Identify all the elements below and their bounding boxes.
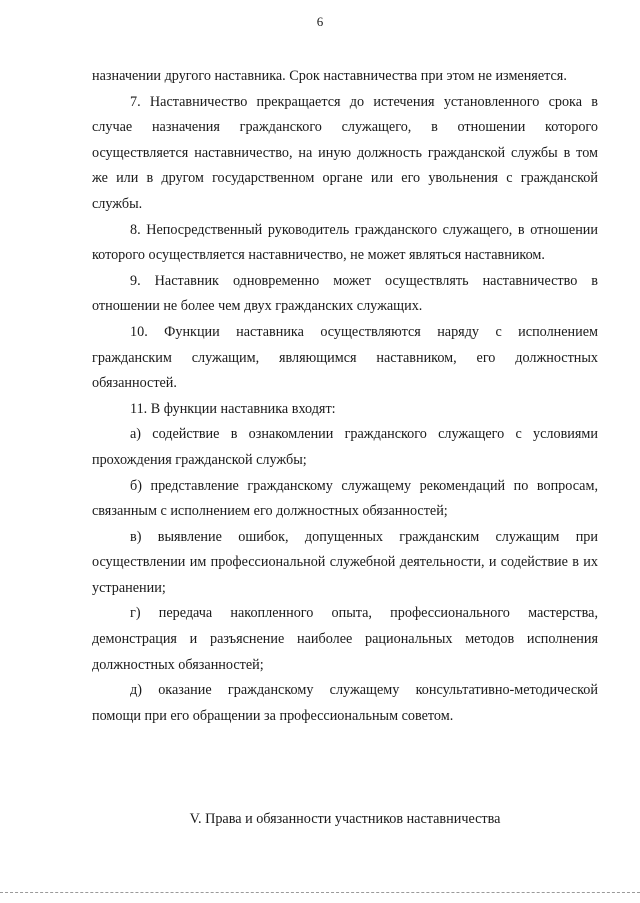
paragraph-item-10: 10. Функции наставника осуществляются наряду с исполнением гражданским служащим, являющимся наставником, его должностных обязанностей. bbox=[92, 323, 598, 392]
paragraph-item-7: 7. Наставничество прекращается до истечения установленного срока в случае назначения гражданского служащего, в отношении которого осуществляется наставничество, на иную должность гражданской службы в том же или в другом государственном органе или его увольнения с гражданской службы. bbox=[92, 93, 598, 212]
paragraph-subitem-g: г) передача накопленного опыта, профессионального мастерства, демонстрация и разъяснение наиболее рациональных методов исполнения должностных обязанностей; bbox=[92, 605, 598, 673]
page-number: 6 bbox=[316, 14, 324, 29]
document-body bbox=[92, 64, 598, 729]
paragraph-subitem-d: д) оказание гражданскому служащему консультативно-методической помощи при его обращении за профессиональным советом. bbox=[92, 682, 598, 724]
paragraph-item-8: 8. Непосредственный руководитель гражданского служащего, в отношении которого осуществляется наставничество, не может являться наставником. bbox=[92, 221, 598, 264]
paragraph-item-9: 9. Наставник одновременно может осуществлять наставничество в отношении не более чем двух гражданских служащих. bbox=[92, 272, 598, 315]
paragraph-continuation: назначении другого наставника. Срок наставничества при этом не изменяется. bbox=[92, 68, 567, 84]
paragraph-item-11: 11. В функции наставника входят: bbox=[130, 400, 336, 417]
paragraph-subitem-a: а) содействие в ознакомлении гражданского служащего с условиями прохождения гражданской службы; bbox=[92, 426, 598, 468]
paragraph-subitem-b: б) представление гражданскому служащему рекомендаций по вопросам, связанным с исполнением его должностных обязанностей; bbox=[92, 477, 598, 520]
section-heading: V. Права и обязанности участников наставничества bbox=[189, 811, 501, 827]
paragraph-subitem-v: в) выявление ошибок, допущенных гражданским служащим при осуществлении им профессиональной служебной деятельности, и содействие в их устранении; bbox=[92, 528, 598, 596]
page-bottom-divider bbox=[0, 892, 640, 893]
